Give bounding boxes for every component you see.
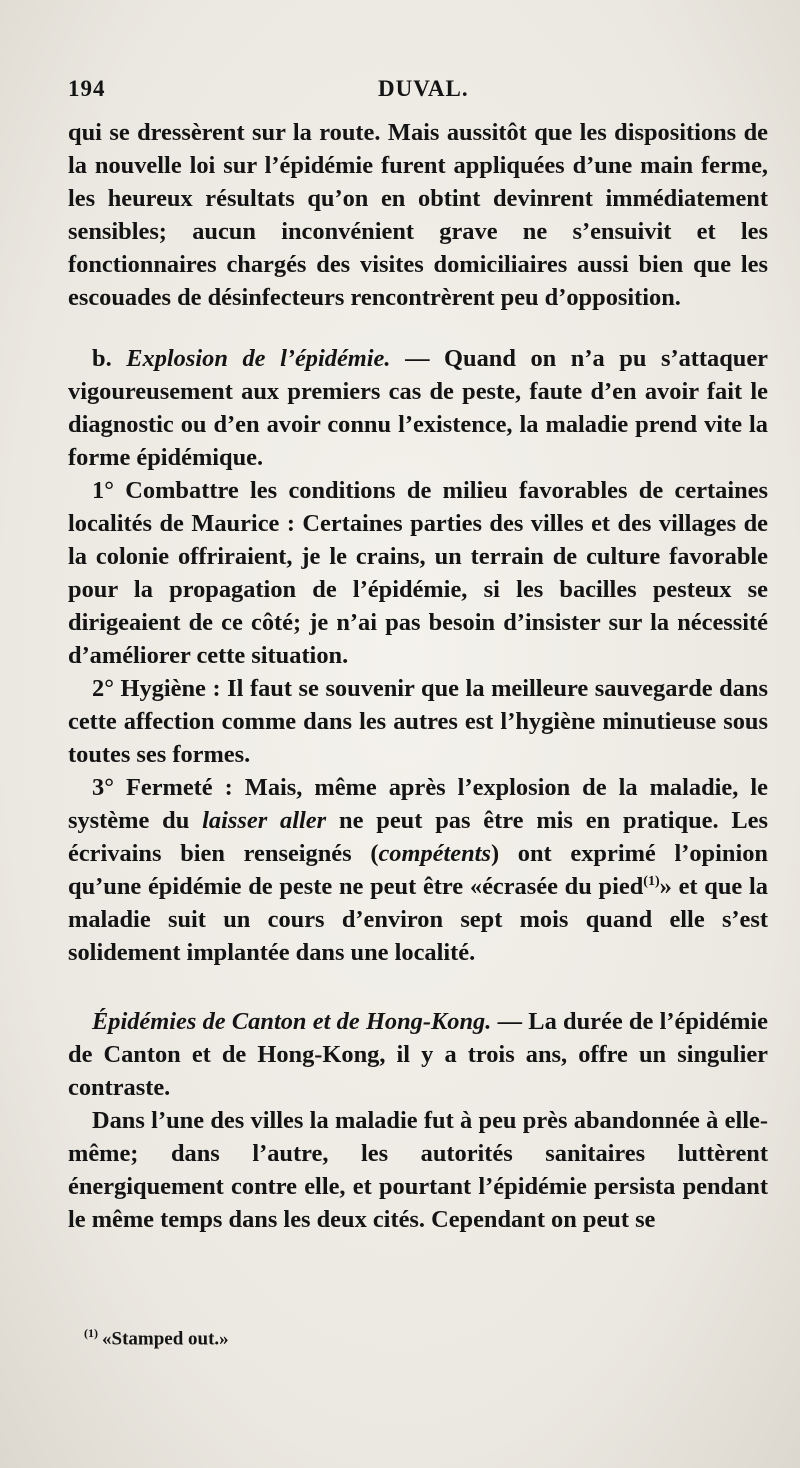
footnote-text: «Stamped out.» bbox=[102, 1328, 229, 1350]
paragraph-gap bbox=[68, 314, 768, 342]
page-number: 194 bbox=[68, 76, 106, 101]
paragraph-6-text: — La durée de l’épidémie de Canton et de Hong-Kong, il y a trois ans, offre un singulier contraste. bbox=[68, 1008, 768, 1101]
section-letter: b. bbox=[92, 345, 112, 372]
footnote-reference: (1) bbox=[643, 873, 660, 889]
paragraph-5-part-c: ) ont exprimé l’opinion qu’une épidémie de peste ne peut être «écrasée du pied bbox=[68, 840, 769, 900]
italic-laisser-aller: laisser aller bbox=[202, 807, 327, 834]
paragraph-4: 2° Hygiène : Il faut se souvenir que la meilleure sauvegarde dans cette affection comme dans les autres est l’hygiène minutieuse sous toutes ses formes. bbox=[68, 675, 768, 768]
paragraph-1: qui se dressèrent sur la route. Mais aussitôt que les dispositions de la nouvelle loi sur l’épidémie furent appliquées d’une main ferme, les heureux résultats qu’on en obtint devinrent immédiatement sensibles; aucun inconvénient grave ne s’ensuivit et les fonctionnaires chargés des visites domiciliaires aussi bien que les escouades de désinfecteurs rencontrèrent peu d’opposition. bbox=[68, 119, 768, 311]
footnote bbox=[84, 1326, 229, 1350]
page-header bbox=[68, 76, 770, 106]
footnote-mark: (1) bbox=[84, 1326, 98, 1340]
paragraph-3: 1° Combattre les conditions de milieu favorables de certaines localités de Maurice : Certaines parties des villes et des villages de la colonie offriraient, je le crains, un terrain de culture favorable pour la propagation de l’épidémie, si les bacilles pesteux se dirigeaient de ce côté; je n’ai pas besoin d’insister sur la nécessité d’améliorer cette situation. bbox=[68, 477, 768, 669]
paragraph-7: Dans l’une des villes la maladie fut à peu près abandonnée à elle-même; dans l’autre, les autorités sanitaires luttèrent énergiquement contre elle, et pourtant l’épidémie persista pendant le même temps dans les deux cités. Cependant on peut se bbox=[68, 1107, 768, 1233]
paragraph-5-part-d: » et que la maladie suit un cours d’environ sept mois quand elle s’est solidement implantée dans une localité. bbox=[68, 873, 768, 966]
paragraph-5-part-a: 3° Fermeté : Mais, même après l’explosion de la maladie, le système du bbox=[68, 774, 768, 834]
paragraph-5 bbox=[68, 771, 768, 969]
section-heading-explosion: Explosion de l’épidémie. bbox=[126, 345, 391, 372]
paragraph-6 bbox=[68, 1005, 768, 1104]
paragraph-5-part-b: ne peut pas être mis en pratique. Les écrivains bien renseignés ( bbox=[68, 807, 769, 867]
italic-competents: compétents bbox=[378, 840, 491, 867]
paragraph-2 bbox=[68, 342, 768, 474]
paragraph-2-text: — Quand on n’a pu s’attaquer vigoureusement aux premiers cas de peste, faute d’en avoir fait le diagnostic ou d’en avoir connu l’existence, la maladie prend vite la forme épidémique. bbox=[68, 345, 768, 471]
body-text bbox=[68, 116, 768, 1236]
running-title: DUVAL. bbox=[378, 76, 469, 101]
section-heading-canton: Épidémies de Canton et de Hong-Kong. bbox=[92, 1008, 492, 1035]
paragraph-gap bbox=[68, 969, 768, 1005]
